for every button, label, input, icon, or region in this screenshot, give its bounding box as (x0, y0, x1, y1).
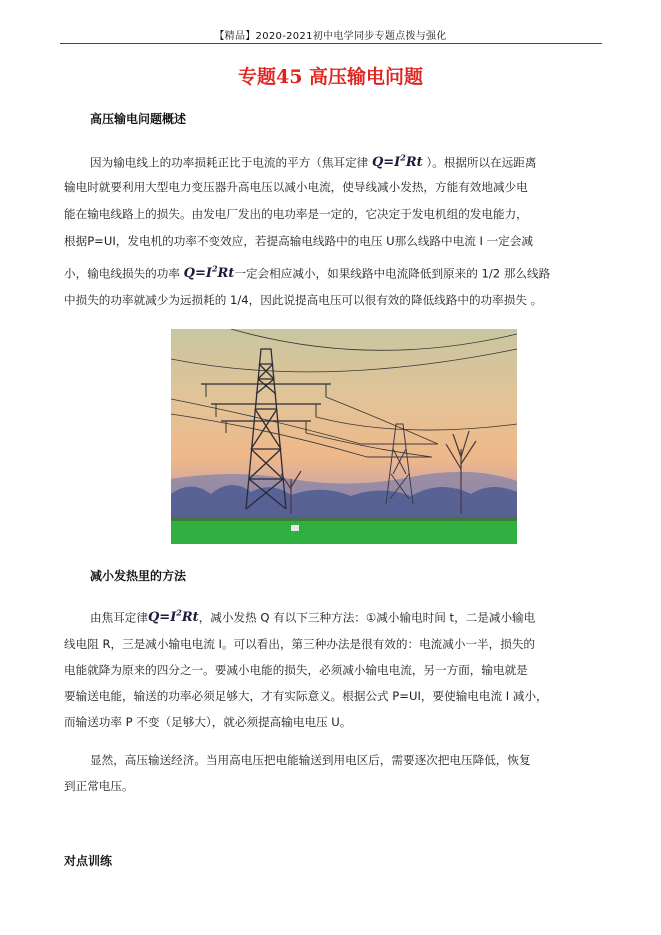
paragraph-line: 而输送功率 P 不变（足够大），就必须提高输电电压 U。 (64, 715, 352, 729)
text-segment: 因为输电线上的功率损耗正比于电流的平方（焦耳定律 (90, 155, 369, 170)
section-heading-practice: 对点训练 (64, 854, 113, 868)
section-heading-methods: 减小发热里的方法 (90, 569, 187, 583)
paragraph-line: 中损失的功率就减少为远损耗的 1/4，因此说提高电压可以很有效的降低线路中的功率损失 。 (64, 293, 543, 307)
header-rule (60, 43, 602, 44)
paragraph-line (90, 150, 536, 171)
page-title: 专题45 高压输电问题 (237, 66, 424, 88)
text-segment: 小，输电线损失的功率 (64, 266, 180, 281)
text-segment: 一定会相应减小，如果线路中电流降低到原来的 1/2 那么线路 (234, 266, 551, 281)
transmission-tower-photo (171, 329, 517, 544)
paragraph-line: 线电阻 R，三是减小输电电流 I。可以看出，第三种办法是很有效的：电流减小一半，损失的 (64, 637, 536, 651)
joule-law-formula: $Q=I^2Rt$ (183, 264, 235, 282)
paragraph-line: 要输送电能，输送的功率必须足够大，才有实际意义。根据公式 P=UI，要使输电电流 I 减小， (64, 689, 548, 703)
paragraph-line: 到正常电压。 (64, 779, 134, 793)
text-segment: 由焦耳定律 (90, 610, 148, 625)
paragraph-line: 输电时就要利用大型电力变压器升高电压以减小电流，使导线减小发热，方能有效地减少电 (64, 180, 528, 194)
paragraph-line: 根据P=UI，发电机的功率不变效应，若提高输电线路中的电压 U那么线路中电流 I 一定会减 (64, 234, 533, 248)
joule-law-formula: $Q=I^2Rt$ (147, 608, 199, 626)
text-segment: ）。根据所以在远距离 (426, 155, 537, 170)
paragraph-line: 显然，高压输送经济。当用高电压把电能输送到用电区后，需要逐次把电压降低，恢复 (90, 753, 531, 767)
paragraph-line: 电能就降为原来的四分之一。要减小电能的损失，必须减小输电电流，另一方面，输电就是 (64, 663, 528, 677)
paragraph-line: 能在输电线路上的损失。由发电厂发出的电功率是一定的，它决定于发电机组的发电能力， (64, 207, 528, 221)
joule-law-formula: $Q=I^2Rt$ (371, 153, 423, 171)
paragraph-line (90, 605, 535, 626)
text-segment: ，减小发热 Q 有以下三种方法：①减小输电时间 t，二是减小输电 (198, 610, 536, 625)
paragraph-line (64, 261, 550, 282)
power-transmission-tower-icon (171, 329, 517, 544)
running-header: 【精品】2020-2021初中电学同步专题点拨与强化 (214, 31, 447, 42)
section-heading-overview: 高压输电问题概述 (90, 112, 187, 126)
